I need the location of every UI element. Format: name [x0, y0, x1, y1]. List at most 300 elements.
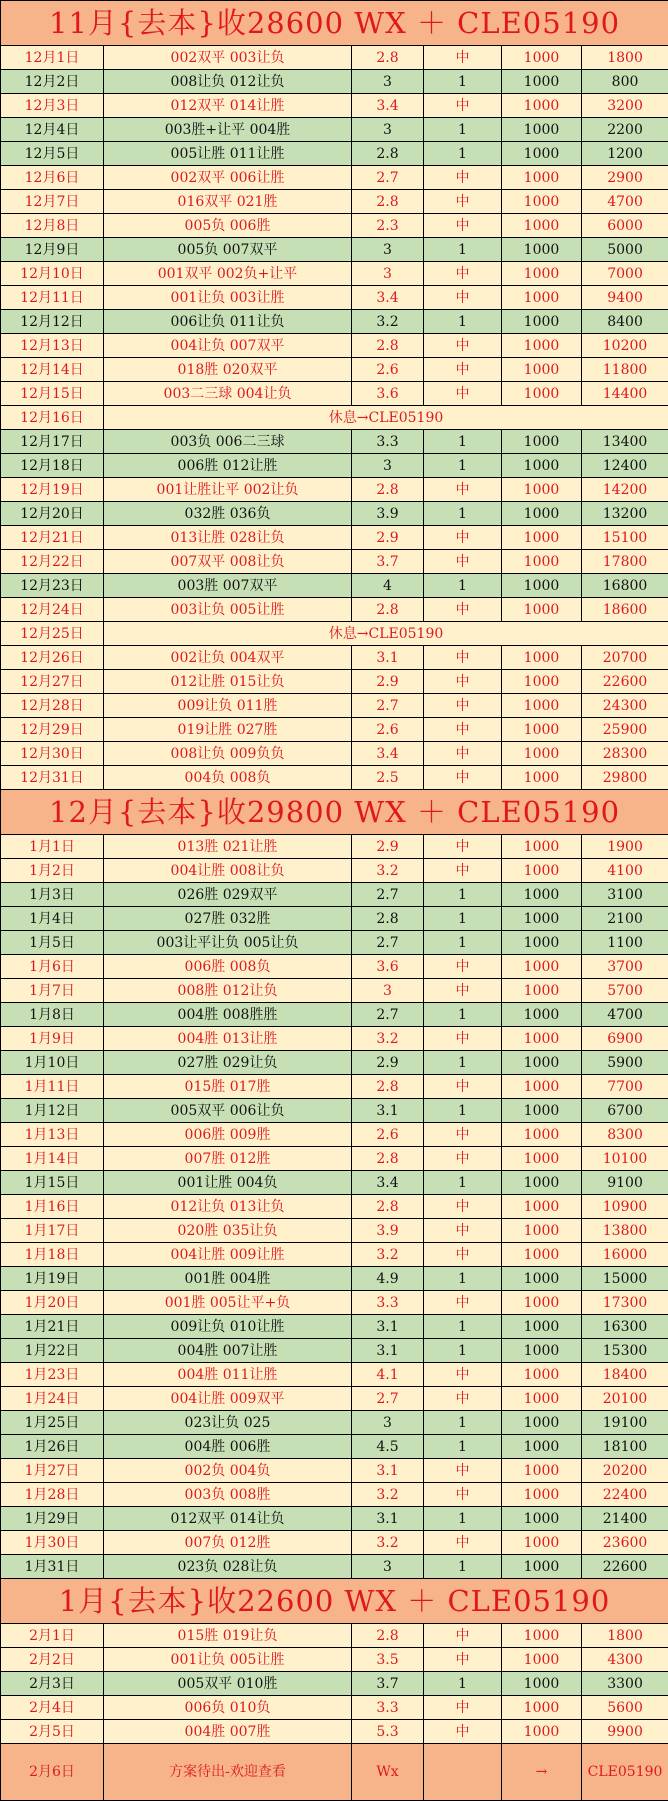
picks-cell: 004胜 007让胜 [104, 1339, 352, 1363]
table-row [1, 1147, 668, 1171]
odds-cell: 3 [352, 70, 424, 94]
total-cell: 5700 [582, 979, 668, 1003]
result-cell: 1 [424, 1339, 502, 1363]
date-cell: 1月25日 [1, 1411, 104, 1435]
stake-cell: 1000 [502, 1267, 582, 1291]
result-cell: 中 [424, 742, 502, 766]
stake-cell: 1000 [502, 550, 582, 574]
table-row [1, 694, 668, 718]
odds-cell: 2.7 [352, 883, 424, 907]
result-cell: 中 [424, 979, 502, 1003]
table-row [1, 238, 668, 262]
footer-date: 2月6日 [1, 1744, 104, 1801]
stake-cell: 1000 [502, 979, 582, 1003]
stake-cell: 1000 [502, 1147, 582, 1171]
odds-cell: 3.4 [352, 286, 424, 310]
table-row [1, 1483, 668, 1507]
date-cell: 12月9日 [1, 238, 104, 262]
result-cell: 1 [424, 502, 502, 526]
date-cell: 1月28日 [1, 1483, 104, 1507]
picks-cell: 007双平 008让负 [104, 550, 352, 574]
date-cell: 1月8日 [1, 1003, 104, 1027]
odds-cell: 2.6 [352, 358, 424, 382]
picks-cell: 027胜 032胜 [104, 907, 352, 931]
result-cell: 中 [424, 1720, 502, 1744]
stake-cell: 1000 [502, 670, 582, 694]
total-cell: 1900 [582, 835, 668, 859]
stake-cell: 1000 [502, 574, 582, 598]
result-cell: 中 [424, 955, 502, 979]
stake-cell: 1000 [502, 766, 582, 790]
result-cell: 中 [424, 670, 502, 694]
date-cell: 12月20日 [1, 502, 104, 526]
picks-cell: 005负 007双平 [104, 238, 352, 262]
odds-cell: 3.7 [352, 550, 424, 574]
stake-cell: 1000 [502, 334, 582, 358]
date-cell: 12月17日 [1, 430, 104, 454]
odds-cell: 2.6 [352, 1123, 424, 1147]
result-cell: 1 [424, 310, 502, 334]
table-row [1, 670, 668, 694]
stake-cell: 1000 [502, 598, 582, 622]
total-cell: 20700 [582, 646, 668, 670]
odds-cell: 2.8 [352, 478, 424, 502]
result-cell: 中 [424, 1696, 502, 1720]
total-cell: 19100 [582, 1411, 668, 1435]
picks-cell: 015胜 019让负 [104, 1624, 352, 1648]
total-cell: 5000 [582, 238, 668, 262]
rest-row [1, 622, 668, 646]
stake-cell: 1000 [502, 1123, 582, 1147]
date-cell: 1月10日 [1, 1051, 104, 1075]
picks-cell: 009让负 011胜 [104, 694, 352, 718]
odds-cell: 3.9 [352, 1219, 424, 1243]
odds-cell: 3 [352, 454, 424, 478]
date-cell: 1月20日 [1, 1291, 104, 1315]
table-row [1, 454, 668, 478]
result-cell: 中 [424, 382, 502, 406]
picks-cell: 004胜 008胜胜 [104, 1003, 352, 1027]
picks-cell: 002双平 006让胜 [104, 166, 352, 190]
table-row [1, 1099, 668, 1123]
date-cell: 1月30日 [1, 1531, 104, 1555]
picks-cell: 019让胜 027胜 [104, 718, 352, 742]
date-cell: 12月2日 [1, 70, 104, 94]
total-cell: 5900 [582, 1051, 668, 1075]
stake-cell: 1000 [502, 907, 582, 931]
total-cell: 20100 [582, 1387, 668, 1411]
odds-cell: 2.7 [352, 694, 424, 718]
odds-cell: 3.4 [352, 1171, 424, 1195]
total-cell: 13200 [582, 502, 668, 526]
total-cell: 16800 [582, 574, 668, 598]
rest-note-cell: 休息→CLE05190 [104, 622, 668, 646]
picks-cell: 002负 004负 [104, 1459, 352, 1483]
result-cell: 中 [424, 1195, 502, 1219]
footer-result [424, 1744, 502, 1801]
result-cell: 中 [424, 286, 502, 310]
date-cell: 12月13日 [1, 334, 104, 358]
date-cell: 12月24日 [1, 598, 104, 622]
result-cell: 中 [424, 526, 502, 550]
odds-cell: 2.7 [352, 931, 424, 955]
result-cell: 1 [424, 1171, 502, 1195]
table-row [1, 979, 668, 1003]
picks-cell: 012双平 014让负 [104, 1507, 352, 1531]
date-cell: 1月29日 [1, 1507, 104, 1531]
total-cell: 1200 [582, 142, 668, 166]
total-cell: 6700 [582, 1099, 668, 1123]
table-row [1, 502, 668, 526]
result-cell: 中 [424, 718, 502, 742]
result-cell: 中 [424, 766, 502, 790]
table-row [1, 883, 668, 907]
total-cell: 8300 [582, 1123, 668, 1147]
picks-cell: 001胜 005让平+负 [104, 1291, 352, 1315]
odds-cell: 2.8 [352, 1195, 424, 1219]
total-cell: 2900 [582, 166, 668, 190]
table-row [1, 766, 668, 790]
picks-cell: 005负 006胜 [104, 214, 352, 238]
result-cell: 中 [424, 1387, 502, 1411]
result-cell: 1 [424, 1555, 502, 1579]
odds-cell: 2.7 [352, 166, 424, 190]
odds-cell: 4.1 [352, 1363, 424, 1387]
table-row [1, 1027, 668, 1051]
stake-cell: 1000 [502, 859, 582, 883]
stake-cell: 1000 [502, 238, 582, 262]
rest-note-cell: 休息→CLE05190 [104, 406, 668, 430]
date-cell: 1月23日 [1, 1363, 104, 1387]
odds-cell: 3.3 [352, 1291, 424, 1315]
total-cell: 7000 [582, 262, 668, 286]
date-cell: 12月8日 [1, 214, 104, 238]
table-row [1, 1531, 668, 1555]
table-row [1, 46, 668, 70]
total-cell: 22400 [582, 1483, 668, 1507]
table-row [1, 286, 668, 310]
date-cell: 1月19日 [1, 1267, 104, 1291]
table-row [1, 1411, 668, 1435]
odds-cell: 2.7 [352, 1003, 424, 1027]
odds-cell: 2.9 [352, 1051, 424, 1075]
total-cell: 4700 [582, 190, 668, 214]
odds-cell: 3.1 [352, 1459, 424, 1483]
table-row [1, 1507, 668, 1531]
total-cell: 5600 [582, 1696, 668, 1720]
stake-cell: 1000 [502, 310, 582, 334]
section-header [1, 1, 668, 46]
total-cell: 4300 [582, 1648, 668, 1672]
table-row [1, 334, 668, 358]
picks-cell: 008让负 009负负 [104, 742, 352, 766]
total-cell: 17300 [582, 1291, 668, 1315]
odds-cell: 3.2 [352, 859, 424, 883]
total-cell: 800 [582, 70, 668, 94]
stake-cell: 1000 [502, 835, 582, 859]
stake-cell: 1000 [502, 70, 582, 94]
table-row [1, 1267, 668, 1291]
odds-cell: 2.8 [352, 1075, 424, 1099]
stake-cell: 1000 [502, 1243, 582, 1267]
total-cell: 9400 [582, 286, 668, 310]
date-cell: 12月28日 [1, 694, 104, 718]
picks-cell: 023负 028让负 [104, 1555, 352, 1579]
result-cell: 中 [424, 166, 502, 190]
odds-cell: 3.3 [352, 430, 424, 454]
picks-cell: 006胜 012让胜 [104, 454, 352, 478]
odds-cell: 3.2 [352, 1531, 424, 1555]
result-cell: 中 [424, 478, 502, 502]
table-row [1, 1315, 668, 1339]
picks-cell: 012让胜 015让负 [104, 670, 352, 694]
table-row [1, 142, 668, 166]
result-cell: 1 [424, 118, 502, 142]
result-cell: 中 [424, 1459, 502, 1483]
result-cell: 1 [424, 1672, 502, 1696]
footer-odds: Wx [352, 1744, 424, 1801]
result-cell: 中 [424, 190, 502, 214]
picks-cell: 015胜 017胜 [104, 1075, 352, 1099]
stake-cell: 1000 [502, 1003, 582, 1027]
picks-cell: 023让负 025 [104, 1411, 352, 1435]
picks-cell: 004胜 007胜 [104, 1720, 352, 1744]
stake-cell: 1000 [502, 1411, 582, 1435]
table-row [1, 1672, 668, 1696]
odds-cell: 4.5 [352, 1435, 424, 1459]
odds-cell: 5.3 [352, 1720, 424, 1744]
date-cell: 2月2日 [1, 1648, 104, 1672]
table-row [1, 1051, 668, 1075]
stake-cell: 1000 [502, 883, 582, 907]
result-cell: 1 [424, 70, 502, 94]
result-cell: 中 [424, 694, 502, 718]
total-cell: 4700 [582, 1003, 668, 1027]
date-cell: 12月27日 [1, 670, 104, 694]
results-table-body [1, 1, 668, 1744]
table-row [1, 1720, 668, 1744]
result-cell: 1 [424, 574, 502, 598]
stake-cell: 1000 [502, 1459, 582, 1483]
odds-cell: 3 [352, 118, 424, 142]
date-cell: 12月21日 [1, 526, 104, 550]
total-cell: 20200 [582, 1459, 668, 1483]
date-cell: 1月24日 [1, 1387, 104, 1411]
total-cell: 3700 [582, 955, 668, 979]
odds-cell: 3.2 [352, 1483, 424, 1507]
footer-section [1, 1744, 668, 1801]
stake-cell: 1000 [502, 1483, 582, 1507]
result-cell: 1 [424, 1099, 502, 1123]
odds-cell: 3.4 [352, 94, 424, 118]
total-cell: 17800 [582, 550, 668, 574]
odds-cell: 3 [352, 238, 424, 262]
footer-row [1, 1744, 668, 1801]
result-cell: 中 [424, 1123, 502, 1147]
result-cell: 中 [424, 46, 502, 70]
odds-cell: 2.8 [352, 1624, 424, 1648]
date-cell: 1月9日 [1, 1027, 104, 1051]
picks-cell: 004胜 006胜 [104, 1435, 352, 1459]
stake-cell: 1000 [502, 46, 582, 70]
result-cell: 中 [424, 214, 502, 238]
odds-cell: 2.3 [352, 214, 424, 238]
picks-cell: 001让胜 004负 [104, 1171, 352, 1195]
date-cell: 1月4日 [1, 907, 104, 931]
picks-cell: 006胜 009胜 [104, 1123, 352, 1147]
date-cell: 2月5日 [1, 1720, 104, 1744]
picks-cell: 012让负 013让负 [104, 1195, 352, 1219]
picks-cell: 004胜 011让胜 [104, 1363, 352, 1387]
table-row [1, 1696, 668, 1720]
odds-cell: 3 [352, 262, 424, 286]
odds-cell: 2.9 [352, 670, 424, 694]
picks-cell: 026胜 029双平 [104, 883, 352, 907]
date-cell: 1月22日 [1, 1339, 104, 1363]
picks-cell: 004让胜 008让负 [104, 859, 352, 883]
table-row [1, 94, 668, 118]
stake-cell: 1000 [502, 1075, 582, 1099]
date-cell: 1月31日 [1, 1555, 104, 1579]
date-cell: 1月11日 [1, 1075, 104, 1099]
result-cell: 1 [424, 142, 502, 166]
result-cell: 中 [424, 1363, 502, 1387]
total-cell: 15000 [582, 1267, 668, 1291]
table-row [1, 1435, 668, 1459]
stake-cell: 1000 [502, 190, 582, 214]
total-cell: 2200 [582, 118, 668, 142]
date-cell: 12月6日 [1, 166, 104, 190]
table-row [1, 118, 668, 142]
total-cell: 13800 [582, 1219, 668, 1243]
odds-cell: 3.7 [352, 1672, 424, 1696]
picks-cell: 005让胜 011让胜 [104, 142, 352, 166]
date-cell: 1月1日 [1, 835, 104, 859]
stake-cell: 1000 [502, 142, 582, 166]
footer-picks: 方案待出-欢迎查看 [104, 1744, 352, 1801]
picks-cell: 006让负 011让负 [104, 310, 352, 334]
total-cell: 1800 [582, 1624, 668, 1648]
date-cell: 2月1日 [1, 1624, 104, 1648]
stake-cell: 1000 [502, 742, 582, 766]
date-cell: 1月12日 [1, 1099, 104, 1123]
table-row [1, 598, 668, 622]
total-cell: 2100 [582, 907, 668, 931]
table-row [1, 1555, 668, 1579]
picks-cell: 027胜 029让负 [104, 1051, 352, 1075]
date-cell: 1月21日 [1, 1315, 104, 1339]
section-header [1, 1579, 668, 1624]
result-cell: 中 [424, 1648, 502, 1672]
picks-cell: 007负 012胜 [104, 1531, 352, 1555]
result-cell: 1 [424, 883, 502, 907]
table-row [1, 1459, 668, 1483]
date-cell: 12月15日 [1, 382, 104, 406]
picks-cell: 013让胜 028让负 [104, 526, 352, 550]
total-cell: 10900 [582, 1195, 668, 1219]
date-cell: 12月25日 [1, 622, 104, 646]
total-cell: 6900 [582, 1027, 668, 1051]
result-cell: 中 [424, 1483, 502, 1507]
stake-cell: 1000 [502, 694, 582, 718]
date-cell: 12月16日 [1, 406, 104, 430]
total-cell: 13400 [582, 430, 668, 454]
total-cell: 21400 [582, 1507, 668, 1531]
date-cell: 12月26日 [1, 646, 104, 670]
table-row [1, 1243, 668, 1267]
result-cell: 中 [424, 1075, 502, 1099]
picks-cell: 004胜 013让胜 [104, 1027, 352, 1051]
table-row [1, 1195, 668, 1219]
result-cell: 1 [424, 1315, 502, 1339]
section-title: 12月{去本}收29800 WX ＋ CLE05190 [1, 790, 668, 835]
result-cell: 1 [424, 1435, 502, 1459]
total-cell: 18100 [582, 1435, 668, 1459]
result-cell: 1 [424, 1411, 502, 1435]
stake-cell: 1000 [502, 214, 582, 238]
stake-cell: 1000 [502, 358, 582, 382]
odds-cell: 2.8 [352, 598, 424, 622]
stake-cell: 1000 [502, 502, 582, 526]
date-cell: 1月15日 [1, 1171, 104, 1195]
stake-cell: 1000 [502, 1672, 582, 1696]
result-cell: 中 [424, 334, 502, 358]
picks-cell: 001让负 005让胜 [104, 1648, 352, 1672]
result-cell: 中 [424, 358, 502, 382]
date-cell: 12月31日 [1, 766, 104, 790]
stake-cell: 1000 [502, 1315, 582, 1339]
stake-cell: 1000 [502, 1027, 582, 1051]
picks-cell: 001让胜让平 002让负 [104, 478, 352, 502]
date-cell: 1月2日 [1, 859, 104, 883]
picks-cell: 008胜 012让负 [104, 979, 352, 1003]
result-cell: 中 [424, 1027, 502, 1051]
stake-cell: 1000 [502, 955, 582, 979]
picks-cell: 012双平 014让胜 [104, 94, 352, 118]
odds-cell: 2.8 [352, 907, 424, 931]
stake-cell: 1000 [502, 1387, 582, 1411]
odds-cell: 2.8 [352, 1147, 424, 1171]
total-cell: 18400 [582, 1363, 668, 1387]
picks-cell: 016双平 021胜 [104, 190, 352, 214]
result-cell: 中 [424, 1624, 502, 1648]
date-cell: 1月17日 [1, 1219, 104, 1243]
total-cell: 16300 [582, 1315, 668, 1339]
date-cell: 12月1日 [1, 46, 104, 70]
total-cell: 1800 [582, 46, 668, 70]
odds-cell: 3.2 [352, 310, 424, 334]
picks-cell: 005双平 010胜 [104, 1672, 352, 1696]
stake-cell: 1000 [502, 1171, 582, 1195]
total-cell: 3200 [582, 94, 668, 118]
total-cell: 15100 [582, 526, 668, 550]
table-row [1, 310, 668, 334]
table-row [1, 190, 668, 214]
date-cell: 12月29日 [1, 718, 104, 742]
total-cell: 24300 [582, 694, 668, 718]
date-cell: 12月30日 [1, 742, 104, 766]
result-cell: 1 [424, 430, 502, 454]
table-row [1, 1219, 668, 1243]
total-cell: 10100 [582, 1147, 668, 1171]
total-cell: 18600 [582, 598, 668, 622]
date-cell: 1月7日 [1, 979, 104, 1003]
picks-cell: 003让负 005让胜 [104, 598, 352, 622]
odds-cell: 3.4 [352, 742, 424, 766]
picks-cell: 002双平 003让负 [104, 46, 352, 70]
stake-cell: 1000 [502, 646, 582, 670]
result-cell: 中 [424, 1291, 502, 1315]
